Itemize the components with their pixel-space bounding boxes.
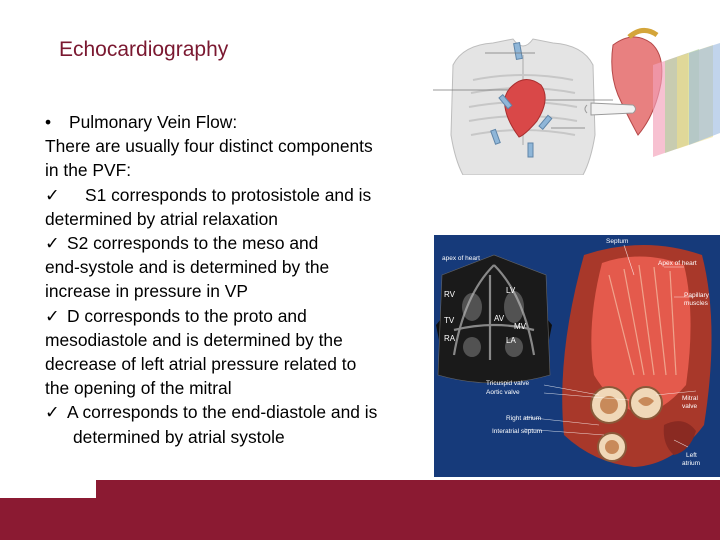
body-line-text: A corresponds to the end-diastole and is xyxy=(67,402,378,423)
echo-label-apex-left: apex of heart xyxy=(442,255,480,262)
anatomy-label-aortic: Aortic valve xyxy=(486,389,520,396)
echo-label-mv: MV xyxy=(514,322,526,331)
slide-title: Echocardiography xyxy=(59,38,229,61)
body-line-text: the opening of the mitral xyxy=(45,378,232,399)
anatomy-label-septum: Septum xyxy=(606,238,629,245)
chest-heart-illustration xyxy=(433,25,720,175)
body-line xyxy=(45,183,440,207)
body-line-text: determined by atrial relaxation xyxy=(45,208,278,229)
echo-label-rv: RV xyxy=(444,290,455,299)
body-line-text: increase in pressure in VP xyxy=(45,281,248,302)
anatomy-label-mitral: Mitral xyxy=(682,395,698,402)
body-line-text: S2 corresponds to the meso and xyxy=(67,233,319,254)
anatomy-label-papillary: Papillary xyxy=(684,292,709,299)
anatomy-label-atrium: atrium xyxy=(682,460,701,467)
body-line-text: D corresponds to the proto and xyxy=(67,305,307,326)
body-line xyxy=(45,425,440,449)
echo-label-la: LA xyxy=(506,336,516,345)
body-line-text: determined by atrial systole xyxy=(73,426,285,447)
echo-anatomy-illustration xyxy=(434,235,720,477)
anatomy-label-right-atrium: Right atrium xyxy=(506,415,542,422)
body-line xyxy=(45,328,440,352)
body-line-text: mesodiastole and is determined by the xyxy=(45,329,343,350)
body-line-text: in the PVF: xyxy=(45,160,132,181)
bullet-icon: • xyxy=(45,112,52,132)
anatomy-label-muscles: muscles xyxy=(684,300,708,307)
body-line xyxy=(45,134,440,158)
anatomy-label-valve: valve xyxy=(682,403,698,410)
body-line-text: Pulmonary Vein Flow: xyxy=(69,112,238,132)
anatomy-label-apex: Apex of heart xyxy=(658,260,697,267)
body-line xyxy=(45,231,440,255)
body-line xyxy=(45,400,440,424)
body-line xyxy=(45,304,440,328)
body-line xyxy=(45,352,440,376)
body-line xyxy=(45,110,440,134)
check-icon: ✓ xyxy=(45,305,60,326)
echo-label-av: AV xyxy=(494,314,505,323)
check-icon: ✓ xyxy=(45,233,60,254)
body-line xyxy=(45,158,440,182)
anatomy-label-left: Left xyxy=(686,452,697,459)
body-text xyxy=(45,110,440,449)
body-line xyxy=(45,279,440,303)
echo-label-tv: TV xyxy=(444,316,455,325)
body-line xyxy=(45,255,440,279)
body-line-text: decrease of left atrial pressure related to xyxy=(45,354,357,375)
footer-notch xyxy=(0,480,96,498)
body-line-text: end-systole and is determined by the xyxy=(45,257,330,278)
body-line-text: There are usually four distinct components xyxy=(45,136,373,157)
body-line xyxy=(45,376,440,400)
echo-label-ra: RA xyxy=(444,334,456,343)
echo-label-lv: LV xyxy=(506,286,516,295)
check-icon: ✓ xyxy=(45,184,60,205)
anatomy-label-interatrial: Interatrial septum xyxy=(492,428,543,435)
body-line xyxy=(45,207,440,231)
body-line-text: S1 corresponds to protosistole and is xyxy=(85,184,372,205)
check-icon: ✓ xyxy=(45,402,60,423)
footer-band xyxy=(0,480,720,540)
anatomy-label-tricuspid: Tricuspid valve xyxy=(486,380,530,387)
